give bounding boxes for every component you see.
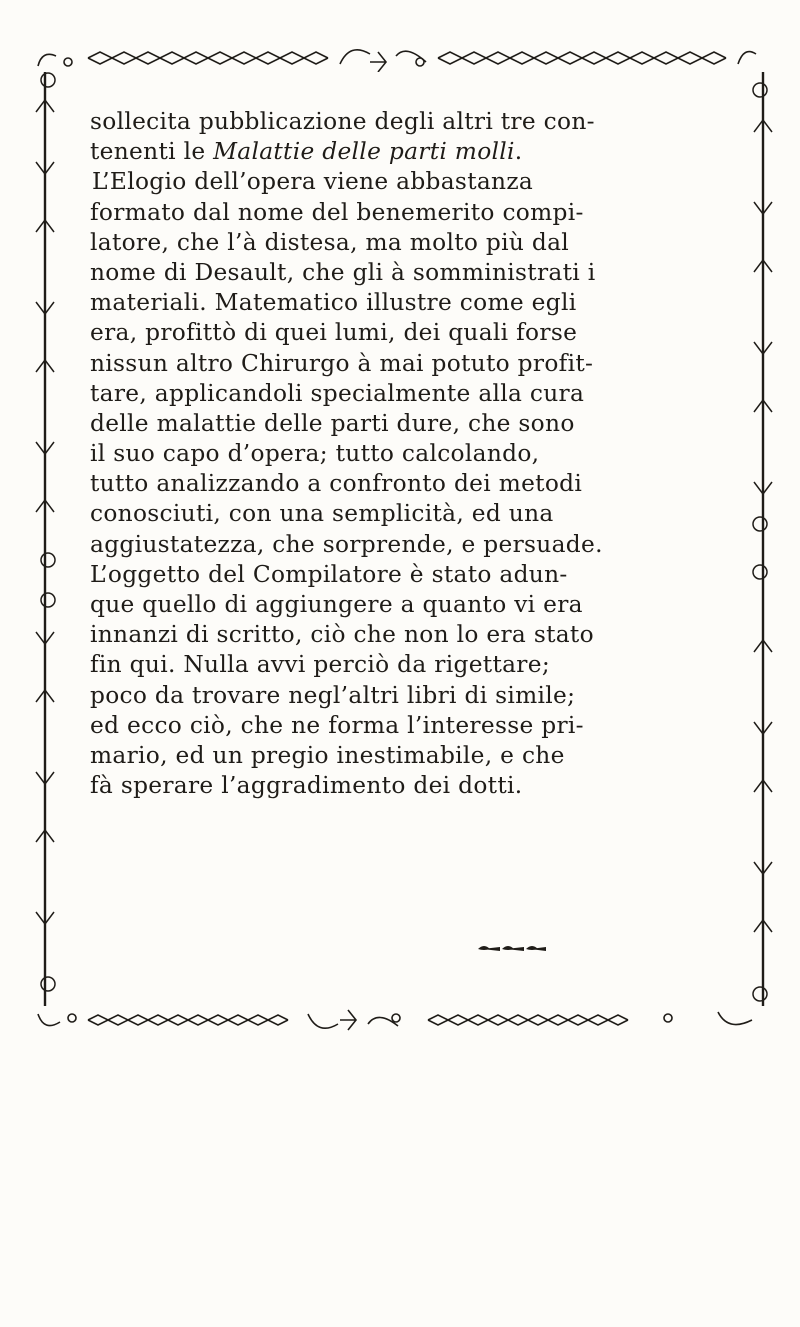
text-line: conosciuti, con una semplicità, ed una bbox=[90, 500, 554, 528]
text-line: mario, ed un pregio inestimabile, e che bbox=[90, 741, 565, 769]
text-line: nissun altro Chirurgo à mai potuto profit- bbox=[90, 349, 594, 377]
text-line: poco da trovare negl’altri libri di simile; bbox=[90, 681, 576, 709]
text-line: era, profittò di quei lumi, dei quali forse bbox=[90, 319, 578, 347]
text-line: que quello di aggiungere a quanto vi era bbox=[90, 591, 583, 618]
body-text bbox=[90, 107, 722, 801]
text-line: L’oggetto del Compilatore è stato adun- bbox=[90, 560, 568, 588]
text-line: delle malattie delle parti dure, che sono bbox=[90, 409, 575, 437]
text-line: L’Elogio dell’opera viene abbastanza bbox=[92, 168, 534, 196]
text-line: il suo capo d’opera; tutto calcolando, bbox=[90, 440, 540, 468]
text-fragment: tenenti le bbox=[90, 138, 214, 166]
text-line: ed ecco ciò, che ne forma l’interesse pri- bbox=[90, 711, 584, 739]
text-line: nome di Desault, che gli à somministrati i bbox=[90, 258, 596, 286]
text-line: fà sperare l’aggradimento dei dotti. bbox=[90, 772, 523, 800]
text-line: materiali. Matematico illustre come egli bbox=[90, 289, 577, 317]
text-line: innanzi di scritto, ciò che non lo era stato bbox=[90, 621, 594, 649]
ornament-border-right-icon bbox=[748, 72, 778, 1006]
text-line: latore, che l’à distesa, ma molto più dal bbox=[90, 228, 570, 256]
text-line: tare, applicandoli specialmente alla cura bbox=[90, 379, 585, 407]
ornament-border-top-icon bbox=[28, 44, 763, 72]
ornament-border-left-icon bbox=[30, 72, 60, 1006]
wave-ornament-icon bbox=[478, 943, 548, 955]
text-line: sollecita pubblicazione degli altri tre con- bbox=[90, 108, 595, 135]
text-line: aggiustatezza, che sorprende, e persuade. bbox=[90, 530, 603, 558]
ornament-border-bottom-icon bbox=[28, 1006, 763, 1034]
text-line: fin qui. Nulla avvi perciò da rigettare; bbox=[90, 651, 550, 679]
text-line: tutto analizzando a confronto dei metodi bbox=[90, 470, 583, 498]
text-line: formato dal nome del benemerito compi- bbox=[90, 198, 584, 226]
text-line bbox=[90, 137, 722, 167]
italic-title: Malattie delle parti molli bbox=[213, 138, 515, 166]
text-fragment: . bbox=[514, 138, 523, 166]
